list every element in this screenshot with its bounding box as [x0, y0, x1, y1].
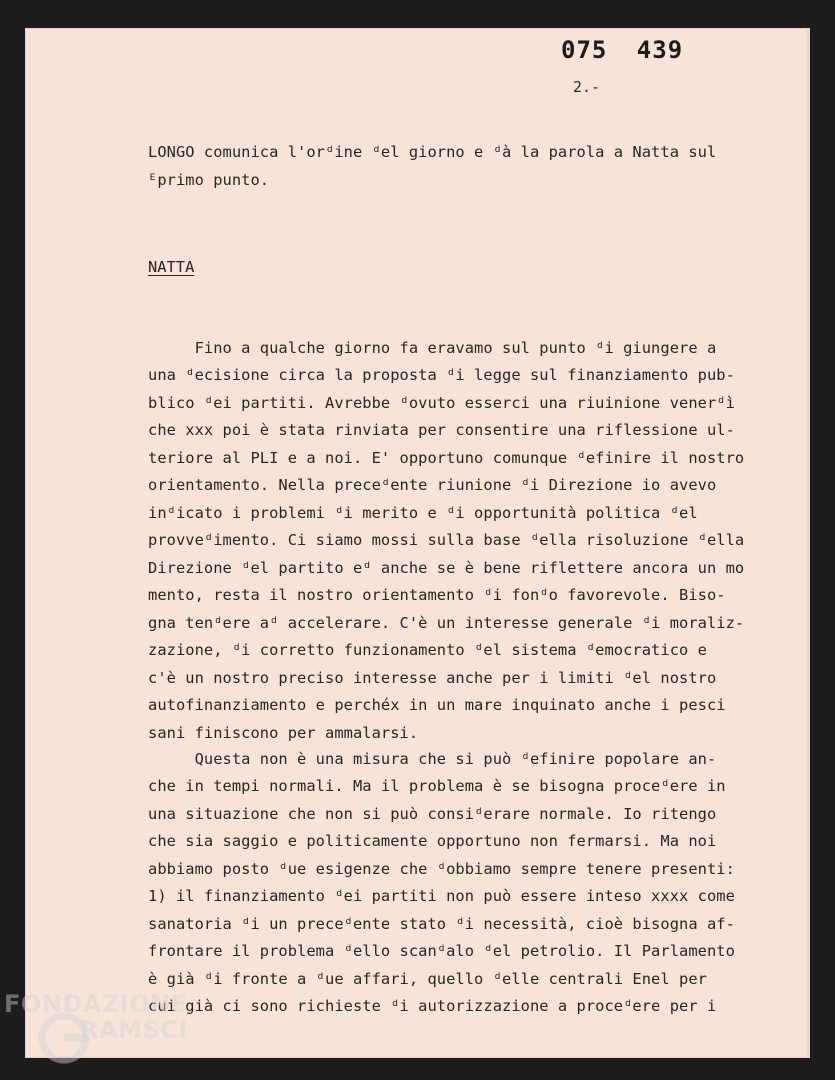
body-line: che in tempi normali. Ma il problema è se bisogna proceᵈere in: [148, 777, 726, 795]
body-line: c'è un nostro preciso interesse anche per i limiti ᵈel nostro: [148, 669, 717, 687]
body-line: frontare il problema ᵈello scanᵈalo ᵈel petrolio. Il Parlamento: [148, 942, 735, 960]
body-line: teriore al PLI e a noi. E' opportuno comunque ᵈefinire il nostro: [148, 449, 745, 467]
body-line: che xxx poi è stata rinviata per consentire una riflessione ul-: [148, 421, 735, 439]
body-line: sanatoria ᵈi un preceᵈente stato ᵈi necessità, cioè bisogna af-: [148, 915, 735, 933]
body-line: orientamento. Nella preceᵈente riunione ᵈi Direzione io avevo: [148, 476, 717, 494]
body-line: che sia saggio e politicamente opportuno non fermarsi. Ma noi: [148, 832, 717, 850]
intro-line: ᴱprimo punto.: [148, 171, 270, 189]
body-line: una situazione che non si può consiᵈerare normale. Io ritengo: [148, 805, 717, 823]
watermark-logo: [2, 990, 212, 1070]
body-line: una ᵈecisione circa la proposta ᵈi legge sul finanziamento pub-: [148, 366, 735, 384]
body-line: Direzione ᵈel partito eᵈ anche se è bene riflettere ancora un mo: [148, 559, 745, 577]
body-line: gna tenᵈere aᵈ accelerare. C'è un interesse generale ᵈi moraliz-: [148, 614, 745, 632]
body-line: zazione, ᵈi corretto funzionamento ᵈel sistema ᵈemocratico e: [148, 641, 707, 659]
body-line: Questa non è una misura che si può ᵈefinire popolare an-: [148, 750, 717, 768]
watermark-line1: FONDAZIONE: [4, 990, 188, 1018]
body-line: blico ᵈei partiti. Avrebbe ᵈovuto esserci una riuinione venerᵈì: [148, 394, 735, 412]
body-line: mento, resta il nostro orientamento ᵈi fonᵈo favorevole. Biso-: [148, 586, 726, 604]
speaker-heading: NATTA: [148, 258, 195, 276]
body-line: Fino a qualche giorno fa eravamo sul punto ᵈi giungere a: [148, 339, 717, 357]
body-line: 1) il finanziamento ᵈei partiti non può essere inteso xxxx come: [148, 887, 735, 905]
body-line: autofinanziamento e perchéx in un mare inquinato anche i pesci: [148, 696, 726, 714]
watermark-line2: RAMSCI: [80, 1016, 188, 1044]
body-line: cui già ci sono richieste ᵈi autorizzazione a proceᵈere per i: [148, 997, 717, 1015]
body-line: è già ᵈi fronte a ᵈue affari, quello ᵈelle centrali Enel per: [148, 970, 707, 988]
body-line: inᵈicato i problemi ᵈi merito e ᵈi opportunità politica ᵈel: [148, 504, 698, 522]
page-number: 2.-: [573, 78, 601, 96]
body-line: sani finiscono per ammalarsi.: [148, 724, 419, 742]
body-line: abbiamo posto ᵈue esigenze che ᵈobbiamo sempre tenere presenti:: [148, 860, 735, 878]
archive-number: 075 439: [561, 36, 684, 64]
body-line: provveᵈimento. Ci siamo mossi sulla base ᵈella risoluzione ᵈella: [148, 531, 745, 549]
intro-line: LONGO comunica l'orᵈine ᵈel giorno e ᵈà la parola a Natta sul: [148, 143, 717, 161]
